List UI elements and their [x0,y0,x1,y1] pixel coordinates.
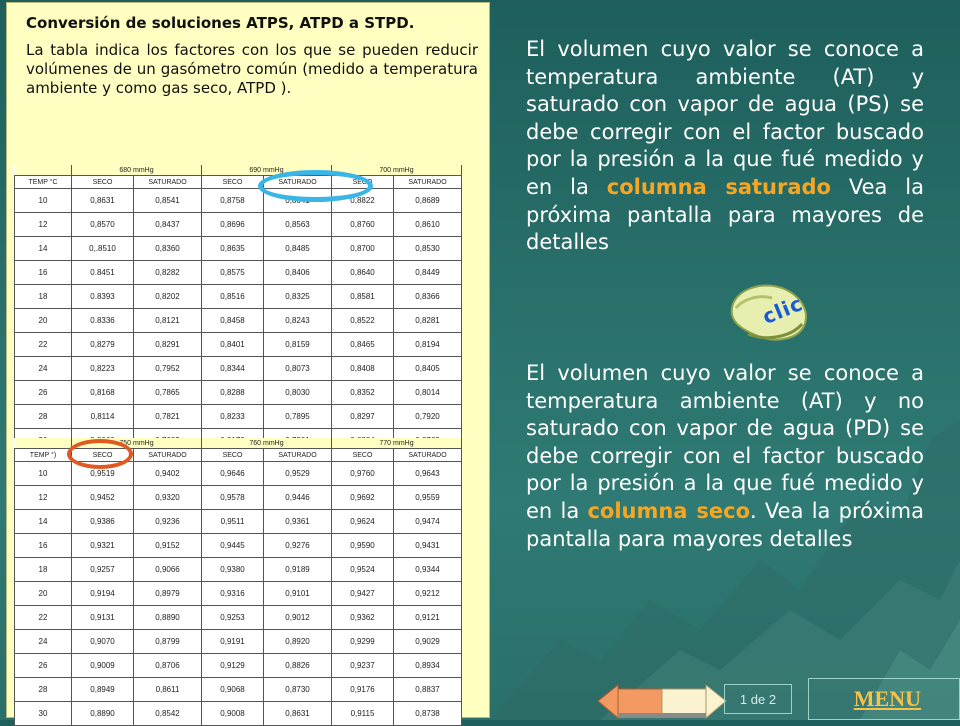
table-cell: 0,9194 [72,582,134,606]
table-cell: 0,9176 [332,678,394,702]
table-cell: 0,8799 [134,630,202,654]
table-cell: 10 [15,189,72,213]
table-cell: 0,8114 [72,405,134,429]
table-cell: 0,9643 [394,462,462,486]
conversion-table-top [14,165,462,453]
column-header: SECO [72,449,134,462]
intro-title: Conversión de soluciones ATPS, ATPD a STPD. [26,14,415,32]
table-cell: 0,8890 [72,702,134,726]
table-cell: 0,9590 [332,534,394,558]
para1-text-after: Vea la próxima pantalla para mayores de detalles [526,174,925,255]
column-header: TEMP °) [15,449,72,462]
pressure-header: 690 mmHg [202,165,332,176]
table-cell: 0,8406 [264,261,332,285]
table-cell: 0,8575 [202,261,264,285]
para2-highlight: columna seco [587,498,750,523]
table-cell: 0,8291 [134,333,202,357]
table-cell: 0,9320 [134,486,202,510]
table-cell: 0,9276 [264,534,332,558]
table-cell: 0,8563 [264,213,332,237]
table-cell: 22 [15,333,72,357]
table-cell: 0,8449 [394,261,462,285]
table-cell: 24 [15,357,72,381]
table-cell: 0,8282 [134,261,202,285]
table-row [15,702,462,726]
column-header: SATURADO [134,449,202,462]
table-row [15,582,462,606]
arrow-right-icon[interactable] [660,683,728,720]
table-row [15,189,462,213]
table-row [15,309,462,333]
table-cell: 0,7952 [134,357,202,381]
table-cell: 24 [15,630,72,654]
column-header: TEMP °C [15,176,72,189]
table-cell: 0,9029 [394,630,462,654]
table-cell: 0,9299 [332,630,394,654]
table-cell: 0,8706 [134,654,202,678]
column-header: SECO [332,449,394,462]
table-cell: 30 [15,702,72,726]
column-header: SECO [72,176,134,189]
table-cell: 0,8610 [394,213,462,237]
highlight-ring-saturado [258,170,373,202]
table-cell: 0,8030 [264,381,332,405]
pressure-header: 700 mmHg [332,165,462,176]
table-cell: 0.8393 [72,285,134,309]
table-cell: 0,9519 [72,462,134,486]
table-cell: 0,8758 [202,189,264,213]
table-cell: 0,8437 [134,213,202,237]
column-header: SECO [332,176,394,189]
table-row [15,486,462,510]
table-cell: 0,8233 [202,405,264,429]
table-cell: 0,9129 [202,654,264,678]
table-cell: 0,8458 [202,309,264,333]
table-cell: 0,8168 [72,381,134,405]
table-cell: 0,9253 [202,606,264,630]
pressure-header: 680 mmHg [72,165,202,176]
table-cell: 22 [15,606,72,630]
table-row [15,630,462,654]
table-cell: 14 [15,237,72,261]
table-cell: 0,9115 [332,702,394,726]
table-cell: 0,8522 [332,309,394,333]
pressure-header: 750 mmHg [72,438,202,449]
table-row [15,333,462,357]
table-cell: 0,9009 [72,654,134,678]
table-cell: 28 [15,678,72,702]
paragraph-saturado [526,36,924,257]
table-cell: 0,9578 [202,486,264,510]
table-cell: 0,9402 [134,462,202,486]
table-cell: 0,8542 [134,702,202,726]
table-cell: 0,9646 [202,462,264,486]
table-cell: 0,9316 [202,582,264,606]
table-cell: 0,9445 [202,534,264,558]
table-cell: 0,8979 [134,582,202,606]
table-cell: 0,9559 [394,486,462,510]
table-cell: 0,8159 [264,333,332,357]
table-cell: 0,8243 [264,309,332,333]
table-cell: 0,9524 [332,558,394,582]
table-cell: 0,8360 [134,237,202,261]
table-cell: 0,9529 [264,462,332,486]
table-row [15,357,462,381]
table-cell: 0,8837 [394,678,462,702]
table-row [15,261,462,285]
table-cell: 0,9380 [202,558,264,582]
table-row [15,381,462,405]
table-row [15,606,462,630]
table-cell: 0,9068 [202,678,264,702]
table-cell: 0,8696 [202,213,264,237]
table-cell: 0,9191 [202,630,264,654]
table-cell: 0,9427 [332,582,394,606]
table-cell: 12 [15,213,72,237]
conversion-table-bottom [14,438,462,726]
table-cell: 0,9362 [332,606,394,630]
table-cell: 0.8451 [72,261,134,285]
table-cell: 0,8611 [134,678,202,702]
table-cell: 0,8640 [332,261,394,285]
table-cell: 0,8121 [134,309,202,333]
table-cell: 0,9431 [394,534,462,558]
table-cell: 0,8631 [72,189,134,213]
table-cell: 0,9070 [72,630,134,654]
table-row [15,558,462,582]
table-cell: 12 [15,486,72,510]
paragraph-seco [526,360,924,553]
para2-text-after: . Vea la próxima pantalla para mayores detalles [526,498,924,551]
table-cell: 14 [15,510,72,534]
table-cell: 0,9101 [264,582,332,606]
table-cell: 0,8530 [394,237,462,261]
table-row [15,654,462,678]
table-cell: 0,9008 [202,702,264,726]
table-cell: 28 [15,405,72,429]
table-cell: 0,.8510 [72,237,134,261]
table-cell: 0,8730 [264,678,332,702]
table-cell: 0,9624 [332,510,394,534]
table-cell: 0,9257 [72,558,134,582]
table-row [15,534,462,558]
table-row [15,213,462,237]
intro-text [26,14,478,98]
table-cell: 16 [15,261,72,285]
table-cell: 0,9692 [332,486,394,510]
table-cell: 0,9321 [72,534,134,558]
table-cell: 0,8014 [394,381,462,405]
table-cell: 0,8738 [394,702,462,726]
table-cell: 10 [15,462,72,486]
table-cell: 0,8408 [332,357,394,381]
table-cell: 0,8401 [202,333,264,357]
table-cell: 0,8700 [332,237,394,261]
table-cell: 26 [15,381,72,405]
table-cell: 0,8826 [264,654,332,678]
table-cell: 0,9066 [134,558,202,582]
table-cell: 0,9474 [394,510,462,534]
column-header: SATURADO [134,176,202,189]
table-cell: 0,8570 [72,213,134,237]
pressure-header: 760 mmHg [202,438,332,449]
column-header: SATURADO [264,449,332,462]
table-cell: 0,9237 [332,654,394,678]
table-cell: 0,7895 [264,405,332,429]
table-cell: 0,8405 [394,357,462,381]
menu-button[interactable]: MENU [808,678,960,720]
table-cell: 0,8541 [134,189,202,213]
arrow-left-icon[interactable] [596,683,664,720]
table-cell: 0,8934 [394,654,462,678]
pressure-blank [15,165,72,176]
table-cell: 0,8202 [134,285,202,309]
table-cell: 0,8920 [264,630,332,654]
table-row [15,510,462,534]
column-header: SATURADO [394,176,462,189]
table-cell: 0,7821 [134,405,202,429]
table-cell: 0,9344 [394,558,462,582]
table-cell: 0,9760 [332,462,394,486]
table-cell: 0,8581 [332,285,394,309]
table-cell: 18 [15,558,72,582]
table-cell: 16 [15,534,72,558]
table-cell: 0,8822 [332,189,394,213]
table-row [15,405,462,429]
table-row [15,285,462,309]
para1-highlight: columna saturado [606,174,831,199]
table-cell: 0,8516 [202,285,264,309]
table-cell: 0,8485 [264,237,332,261]
table-cell: 0,8760 [332,213,394,237]
table-cell: 0,8352 [332,381,394,405]
table-cell: 0,8288 [202,381,264,405]
table-cell: 0,8641 [264,189,332,213]
column-header: SECO [202,449,264,462]
table-cell: 0,7920 [394,405,462,429]
table-cell: 0,9121 [394,606,462,630]
table-cell: 0,8465 [332,333,394,357]
para2-text-before: El volumen cuyo valor se conoce a temperatura ambiente (AT) y no saturado con vapor de agua (PD) se debe corregir con el factor buscado por la presión a la que fué medido y en la [526,361,924,523]
table-cell: 0.8336 [72,309,134,333]
pressure-header: 770 mmHg [332,438,462,449]
table-cell: 26 [15,654,72,678]
table-cell: 0,9386 [72,510,134,534]
table-cell: 0,9452 [72,486,134,510]
table-cell: 0,8073 [264,357,332,381]
intro-body: La tabla indica los factores con los que se pueden reducir volúmenes de un gasómetro común (medido a temperatura ambiente y como gas seco, ATPD ). [26,41,478,97]
column-header: SECO [202,176,264,189]
table-cell: 0,8890 [134,606,202,630]
table-cell: 0,8689 [394,189,462,213]
table-cell: 0,8223 [72,357,134,381]
table-cell: 0,9446 [264,486,332,510]
table-cell: 0,8635 [202,237,264,261]
column-header: SATURADO [264,176,332,189]
table-cell: 0,8281 [394,309,462,333]
table-cell: 0,8194 [394,333,462,357]
table-cell: 0,8344 [202,357,264,381]
table-cell: 0,8325 [264,285,332,309]
table-cell: 0,9152 [134,534,202,558]
table-cell: 0,8366 [394,285,462,309]
table-cell: 0,8297 [332,405,394,429]
table-cell: 20 [15,309,72,333]
table-cell: 0,9236 [134,510,202,534]
clic-label[interactable]: clic [759,291,807,329]
highlight-ring-seco [67,439,133,469]
table-cell: 0,9012 [264,606,332,630]
table-cell: 20 [15,582,72,606]
table-cell: 0,9131 [72,606,134,630]
table-cell: 0,8631 [264,702,332,726]
table-cell: 0,8949 [72,678,134,702]
table-cell: 18 [15,285,72,309]
table-cell: 0,9361 [264,510,332,534]
table-cell: 0,9189 [264,558,332,582]
table-row [15,237,462,261]
para1-text-before: El volumen cuyo valor se conoce a temperatura ambiente (AT) y saturado con vapor de agua (PS) se debe corregir con el factor buscado por la presión a la que fué medido y en la [526,37,924,199]
page-indicator: 1 de 2 [724,684,792,714]
column-header: SATURADO [394,449,462,462]
table-cell: 0,7865 [134,381,202,405]
table-cell: 0,8279 [72,333,134,357]
pressure-blank [15,438,72,449]
table-cell: 0,9212 [394,582,462,606]
table-row [15,678,462,702]
table-cell: 0,9511 [202,510,264,534]
